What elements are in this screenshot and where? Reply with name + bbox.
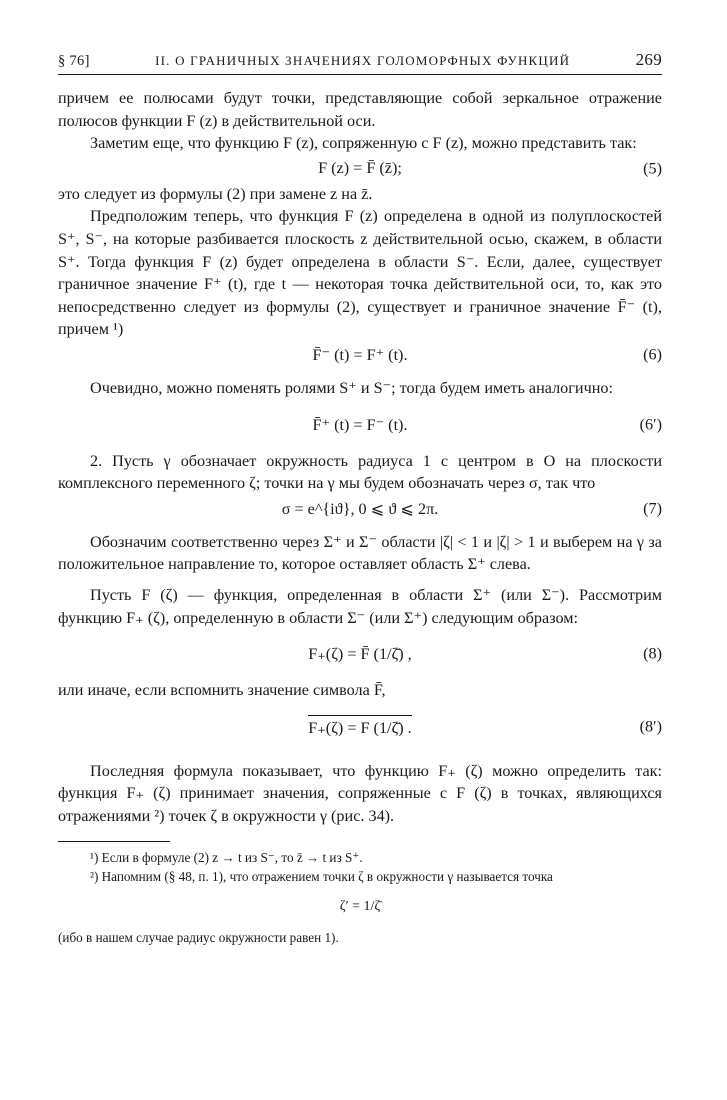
equation-5 — [58, 155, 662, 183]
equation-8-number: (8) — [643, 644, 662, 663]
section-ref: § 76] — [58, 53, 90, 69]
equation-8-prime-number: (8′) — [639, 717, 662, 736]
equation-5-formula: F (z) = F̄ (z̄); — [318, 159, 402, 178]
footnote-2: ²) Напомним (§ 48, п. 1), что отражением точки ζ в окружности γ называется точка — [90, 869, 553, 885]
paragraph-6: 2. Пусть γ обозначает окружность радиуса 1 с центром в O на плоскости комплексного переменного ζ; точки на γ мы будем обозначать через σ, так что — [58, 451, 662, 493]
equation-8-prime — [58, 702, 662, 752]
paragraph-2: Заметим еще, что функцию F (z), сопряженную с F (z), можно представить так: — [90, 134, 637, 153]
footnote-equation: ζ′ = 1/ζ̄ — [339, 899, 381, 915]
footnote-1: ¹) Если в формуле (2) z → t из S⁻, то z̄ → t из S⁺. — [90, 850, 363, 866]
paragraph-1: причем ее полюсами будут точки, представляющие собой зеркальное отражение полюсов функции F (z) в действительной оси. — [58, 89, 662, 130]
equation-6-formula: F̄⁻ (t) = F⁺ (t). — [312, 345, 408, 364]
equation-6-prime-formula: F̄⁺ (t) = F⁻ (t). — [312, 415, 408, 434]
footnote-divider — [58, 841, 170, 842]
equation-8 — [58, 629, 662, 679]
equation-8-prime-formula: F₊(ζ) = F (1/ζ̄) . — [308, 715, 411, 738]
equation-7 — [58, 495, 662, 523]
paragraph-5: Очевидно, можно поменять ролями S⁺ и S⁻; тогда будем иметь аналогично: — [90, 378, 613, 397]
equation-5-number: (5) — [643, 159, 662, 178]
page — [58, 50, 662, 947]
paragraph-9: или иначе, если вспомнить значение символа F̄, — [58, 681, 386, 700]
paragraph-3: это следует из формулы (2) при замене z на z̄. — [58, 184, 373, 203]
equation-6-prime-number: (6′) — [639, 415, 662, 434]
equation-7-number: (7) — [643, 499, 662, 518]
equation-8-formula: F₊(ζ) = F̄ (1/ζ̄) , — [308, 645, 412, 664]
running-header — [58, 50, 662, 75]
paragraph-4: Предположим теперь, что функция F (z) определена в одной из полуплоскостей S⁺, S⁻, на которые разбивается плоскость z действительной осью, скажем, в области S⁺. Тогда функция F (z) будет определена в области S⁻. Если, далее, существует граничное значение F⁺ (t), где t — некоторая точка действительной оси, то, как это непосредственно следует из формулы (2), существует и граничное значение F̄⁻ (t), причем ¹) — [58, 207, 662, 339]
paragraph-7: Обозначим соответственно через Σ⁺ и Σ⁻ области |ζ| < 1 и |ζ| > 1 и выберем на γ за положительное направление то, которое оставляет область Σ⁺ слева. — [58, 532, 662, 574]
equation-6-prime — [58, 400, 662, 450]
page-number: 269 — [635, 50, 662, 69]
equation-6 — [58, 341, 662, 369]
footnote-3: (ибо в нашем случае радиус окружности равен 1). — [58, 930, 339, 946]
paragraph-8: Пусть F (ζ) — функция, определенная в области Σ⁺ (или Σ⁻). Рассмотрим функцию F₊ (ζ), определенную в области Σ⁻ (или Σ⁺) следующим образом: — [58, 585, 662, 627]
running-title: II. О ГРАНИЧНЫХ ЗНАЧЕНИЯХ ГОЛОМОРФНЫХ ФУНКЦИЙ — [155, 53, 571, 68]
equation-6-number: (6) — [643, 345, 662, 364]
paragraph-10: Последняя формула показывает, что функцию F₊ (ζ) можно определить так: функция F₊ (ζ) принимает значения, сопряженные с F (ζ) в точках, являющихся отражениями ²) точек ζ в окружности γ (рис. 34). — [58, 761, 662, 825]
equation-7-formula: σ = e^{iϑ}, 0 ⩽ ϑ ⩽ 2π. — [281, 499, 439, 518]
